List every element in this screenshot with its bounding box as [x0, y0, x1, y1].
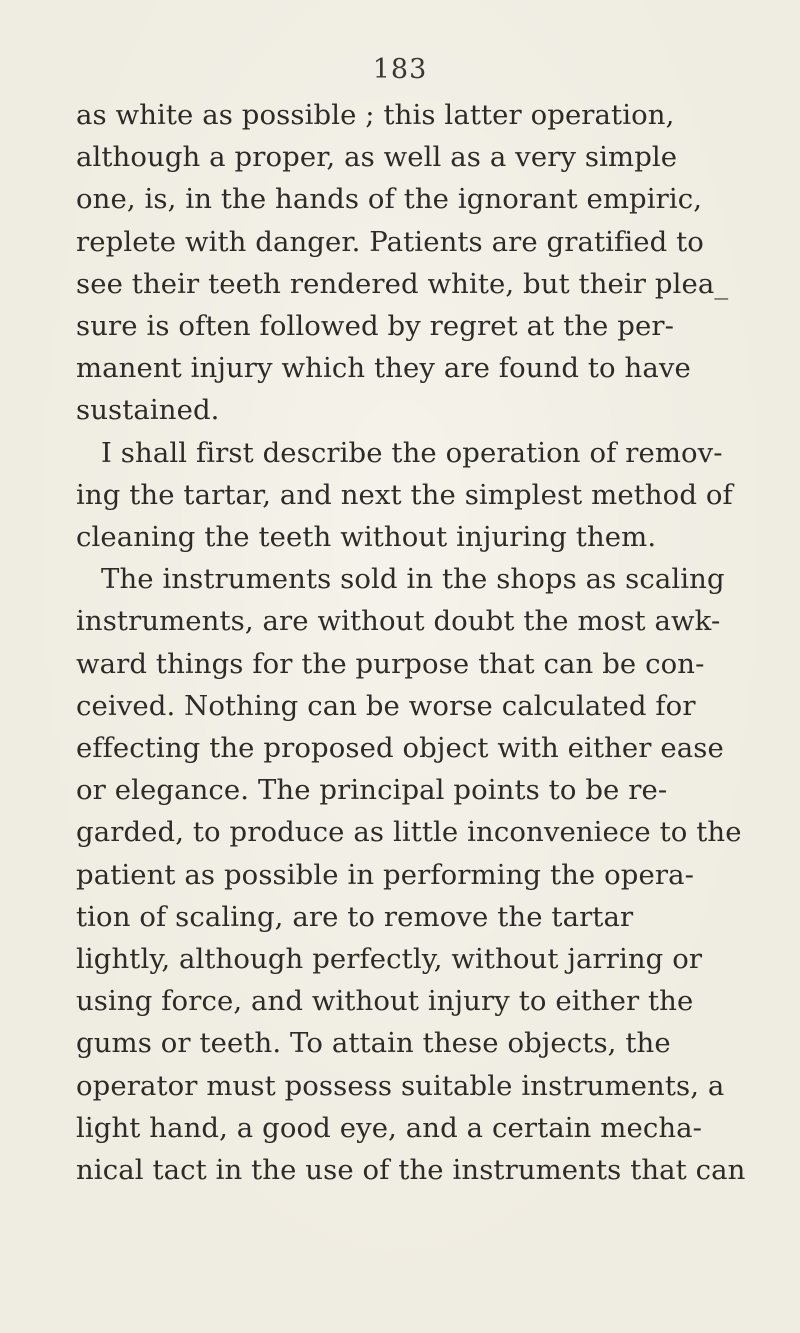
text-line: replete with danger. Patients are gratified to: [76, 225, 704, 258]
text-line: cleaning the teeth without injuring them.: [76, 521, 657, 554]
text-line: patient as possible in performing the opera-: [76, 858, 694, 891]
text-line: ceived. Nothing can be worse calculated for: [76, 689, 696, 722]
text-line: light hand, a good eye, and a certain mecha-: [76, 1111, 703, 1144]
text-line: garded, to produce as little inconveniece to the: [76, 816, 742, 849]
text-line: instruments, are without doubt the most awk-: [76, 605, 721, 638]
text-line: The instruments sold in the shops as scaling: [101, 563, 725, 596]
text-line: nical tact in the use of the instruments that can: [76, 1154, 746, 1187]
page-number: 183: [372, 54, 428, 85]
text-line: manent injury which they are found to have: [76, 352, 691, 385]
text-line: or elegance. The principal points to be re-: [76, 774, 668, 807]
text-line: using force, and without injury to either the: [76, 985, 694, 1018]
text-line: sustained.: [76, 394, 220, 427]
text-line: as white as possible ; this latter operation,: [76, 99, 675, 131]
text-line: I shall first describe the operation of remov-: [101, 436, 723, 469]
text-line: see their teeth rendered white, but their plea_: [76, 267, 729, 300]
text-line: effecting the proposed object with either ease: [76, 732, 724, 765]
text-line: one, is, in the hands of the ignorant empiric,: [76, 183, 703, 216]
text-line: although a proper, as well as a very simple: [76, 141, 678, 174]
text-line: gums or teeth. To attain these objects, the: [76, 1027, 671, 1060]
text-line: operator must possess suitable instruments, a: [76, 1069, 725, 1102]
text-line: tion of scaling, are to remove the tartar: [76, 900, 634, 933]
body-text: [76, 94, 746, 1191]
text-line: lightly, although perfectly, without jarring or: [76, 943, 703, 976]
text-line: sure is often followed by regret at the per-: [76, 310, 674, 343]
text-line: ward things for the purpose that can be con-: [76, 647, 705, 680]
text-line: ing the tartar, and next the simplest method of: [76, 478, 733, 511]
